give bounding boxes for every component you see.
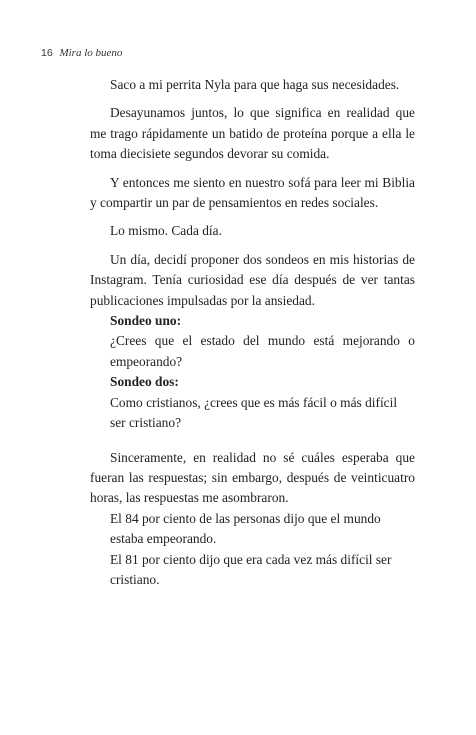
- paragraph: Y entonces me siento en nuestro sofá para leer mi Biblia y compartir un par de pensamientos en redes sociales.: [90, 174, 415, 211]
- poll-two-question: Como cristianos, ¿crees que es más fácil o más difícil ser cristiano?: [110, 394, 398, 431]
- paragraph: Lo mismo. Cada día.: [110, 223, 222, 239]
- book-title: Mira lo bueno: [59, 47, 123, 59]
- paragraph: Desayunamos juntos, lo que significa en realidad que me trago rápidamente un batido de proteína porque a ella le toma diecisiete segundos devorar su comida.: [90, 105, 415, 162]
- poll-one-question: ¿Crees que el estado del mundo está mejorando o empeorando?: [110, 333, 415, 369]
- poll-two-heading: Sondeo dos:: [110, 374, 179, 390]
- running-header: [41, 47, 122, 59]
- poll-result-one: El 84 por ciento de las personas dijo que el mundo estaba empeorando.: [110, 510, 381, 547]
- poll-result-two: El 81 por ciento dijo que era cada vez más difícil ser cristiano.: [110, 551, 392, 587]
- page-number: 16: [41, 47, 53, 59]
- paragraph: Un día, decidí proponer dos sondeos en mis historias de Instagram. Tenía curiosidad ese día después de ver tantas publicaciones impulsadas por la ansiedad.: [90, 251, 415, 308]
- page-body: [90, 75, 415, 590]
- poll-one-heading: Sondeo uno:: [110, 313, 182, 329]
- paragraph: Sinceramente, en realidad no sé cuáles esperaba que fueran las respuestas; sin embargo, después de veinticuatro horas, las respuestas me asombraron.: [90, 449, 415, 506]
- paragraph: Saco a mi perrita Nyla para que haga sus necesidades.: [110, 77, 400, 92]
